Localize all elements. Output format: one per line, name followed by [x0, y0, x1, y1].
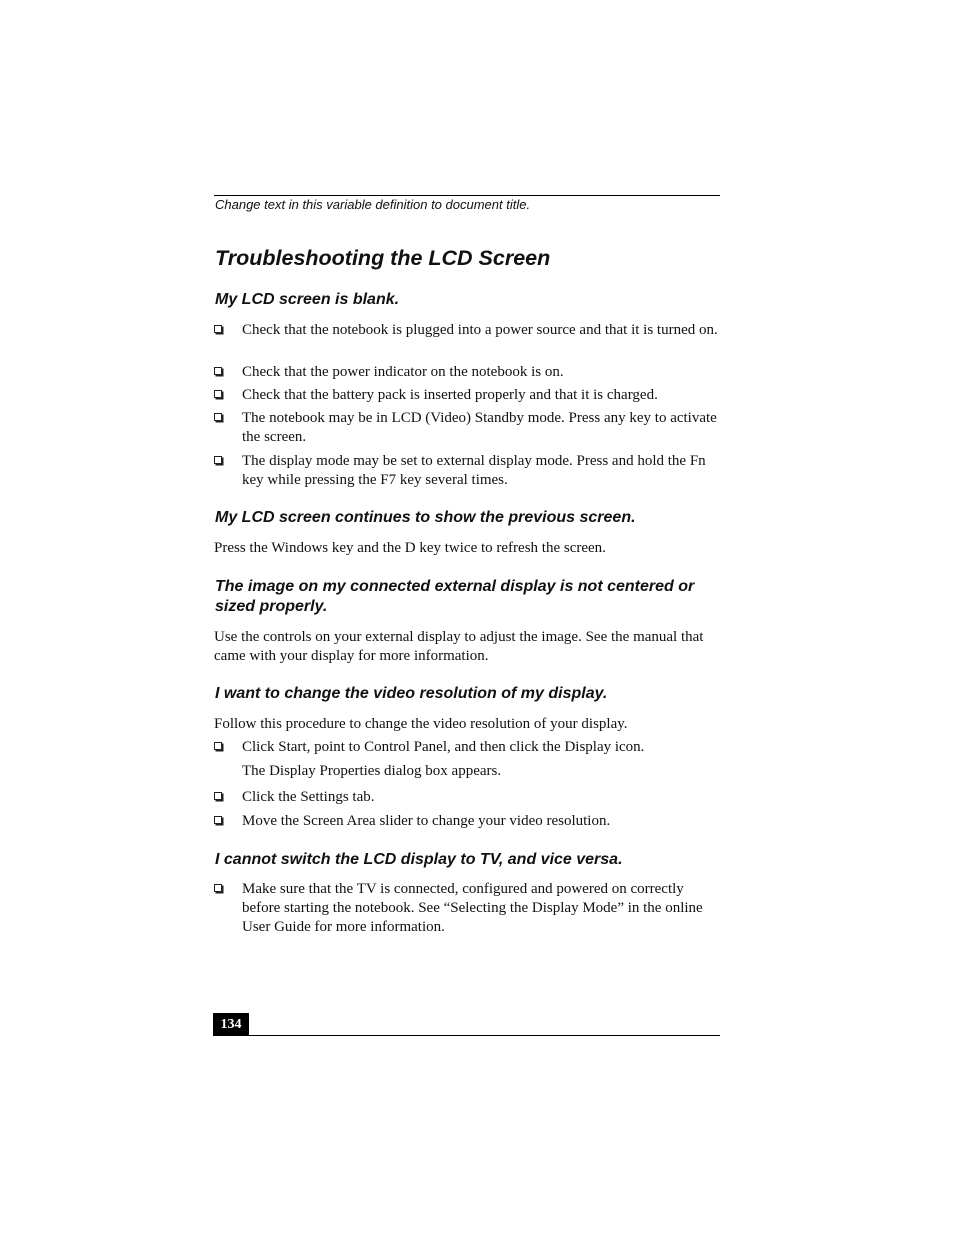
list-item-text: Check that the notebook is plugged into a power source and that it is turned on.: [242, 322, 718, 338]
footer-rule: [213, 1035, 720, 1036]
section-heading-external-display: The image on my connected external display is not centered or sized properly.: [215, 578, 695, 615]
list-item: [214, 386, 720, 405]
checkbox-bullet-icon: [214, 742, 222, 750]
checkbox-bullet-icon: [214, 456, 222, 464]
list-item: [214, 452, 720, 490]
checkbox-bullet-icon: [214, 884, 222, 892]
page-number: 134: [213, 1013, 249, 1036]
section-heading-previous-screen: My LCD screen continues to show the previous screen.: [215, 509, 636, 526]
section-body: Use the controls on your external display to adjust the image. See the manual that came with your display for more information.: [214, 629, 704, 664]
list-item: [214, 738, 720, 757]
list-item: [214, 812, 720, 831]
list-item-text: Check that the battery pack is inserted properly and that it is charged.: [242, 387, 658, 403]
section-body: Follow this procedure to change the video resolution of your display.: [214, 716, 628, 732]
section-heading-video-resolution: I want to change the video resolution of my display.: [215, 685, 608, 702]
section-body: Press the Windows key and the D key twice to refresh the screen.: [214, 540, 606, 556]
list-item-text: Make sure that the TV is connected, configured and powered on correctly before starting the notebook. See “Selecting the Display Mode” in the online User Guide for more information.: [242, 881, 703, 935]
list-item-text: Move the Screen Area slider to change your video resolution.: [242, 813, 611, 829]
list-item-text: Click Start, point to Control Panel, and then click the Display icon.: [242, 739, 645, 755]
header-rule: [214, 195, 720, 196]
checkbox-bullet-icon: [214, 367, 222, 375]
list-item: [214, 880, 720, 937]
list-item: [214, 321, 720, 340]
checkbox-bullet-icon: [214, 390, 222, 398]
list-item-note: The Display Properties dialog box appears.: [242, 763, 502, 779]
section-heading-blank-screen: My LCD screen is blank.: [215, 291, 400, 308]
page-title: Troubleshooting the LCD Screen: [215, 246, 551, 270]
section-heading-lcd-tv-switch: I cannot switch the LCD display to TV, and vice versa.: [215, 851, 623, 868]
list-item-text: The notebook may be in LCD (Video) Standby mode. Press any key to activate the screen.: [242, 410, 717, 445]
checkbox-bullet-icon: [214, 413, 222, 421]
running-header: Change text in this variable definition to document title.: [215, 197, 531, 212]
checkbox-bullet-icon: [214, 325, 222, 333]
list-item-text: Check that the power indicator on the notebook is on.: [242, 364, 564, 380]
list-item: [214, 788, 720, 807]
list-item-text: The display mode may be set to external display mode. Press and hold the Fn key while pressing the F7 key several times.: [242, 453, 706, 488]
list-item: [214, 363, 720, 382]
list-item: [214, 409, 720, 447]
checkbox-bullet-icon: [214, 792, 222, 800]
list-item-text: Click the Settings tab.: [242, 789, 375, 805]
checkbox-bullet-icon: [214, 816, 222, 824]
